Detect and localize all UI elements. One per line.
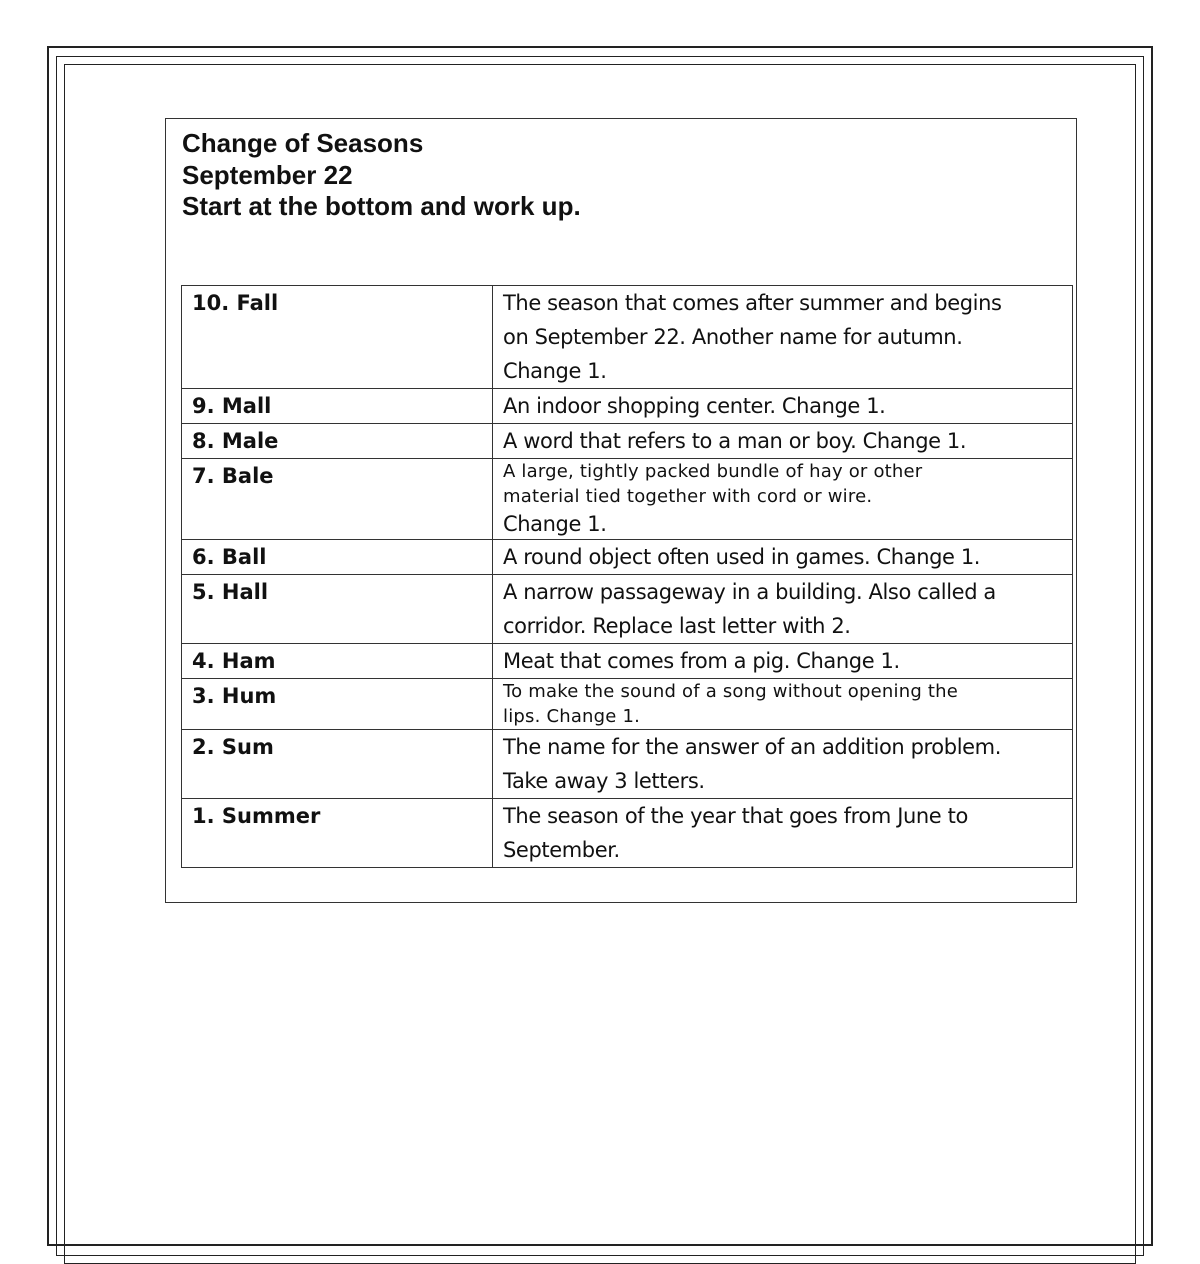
clue-line: September.	[503, 838, 620, 862]
clue-line: The season that comes after summer and begins	[503, 291, 1002, 315]
ladder-clue	[493, 389, 1073, 424]
ladder-clue	[493, 424, 1073, 459]
ladder-clue	[493, 679, 1073, 730]
clue-line: Meat that comes from a pig. Change 1.	[503, 649, 900, 673]
table-row	[182, 286, 1073, 389]
clue-line: A narrow passageway in a building. Also called a	[503, 580, 996, 604]
table-row	[182, 424, 1073, 459]
clue-line: The season of the year that goes from June to	[503, 804, 968, 828]
clue-line: Change 1.	[503, 512, 607, 536]
ladder-word: 4. Ham	[182, 644, 493, 679]
worksheet-title: Change of Seasons	[182, 128, 424, 158]
clue-line: To make the sound of a song without opening the	[503, 681, 959, 702]
table-row	[182, 679, 1073, 730]
clue-line: An indoor shopping center. Change 1.	[503, 394, 886, 418]
ladder-word: 2. Sum	[182, 730, 493, 799]
clue-line: on September 22. Another name for autumn.	[503, 325, 963, 349]
ladder-clue	[493, 459, 1073, 540]
table-row	[182, 459, 1073, 540]
table-row	[182, 730, 1073, 799]
clue-line: Take away 3 letters.	[503, 769, 705, 793]
worksheet-box	[165, 118, 1077, 903]
ladder-word: 5. Hall	[182, 575, 493, 644]
ladder-word: 6. Ball	[182, 540, 493, 575]
ladder-word: 8. Male	[182, 424, 493, 459]
ladder-word: 10. Fall	[182, 286, 493, 389]
ladder-word: 9. Mall	[182, 389, 493, 424]
clue-line: lips. Change 1.	[503, 706, 641, 727]
worksheet-date: September 22	[182, 159, 353, 190]
word-ladder-table	[181, 285, 1073, 868]
clue-line: Change 1.	[503, 359, 607, 383]
clue-line: A large, tightly packed bundle of hay or other	[503, 461, 923, 482]
clue-line: material tied together with cord or wire.	[503, 486, 873, 507]
table-row	[182, 575, 1073, 644]
ladder-clue	[493, 540, 1073, 575]
ladder-clue	[493, 644, 1073, 679]
table-row	[182, 799, 1073, 868]
ladder-clue	[493, 286, 1073, 389]
worksheet-instruction: Start at the bottom and work up.	[182, 191, 581, 221]
table-row	[182, 540, 1073, 575]
clue-line: A round object often used in games. Change 1.	[503, 545, 981, 569]
table-row	[182, 389, 1073, 424]
clue-line: A word that refers to a man or boy. Change 1.	[503, 429, 967, 453]
clue-line: corridor. Replace last letter with 2.	[503, 614, 851, 638]
clue-line: The name for the answer of an addition problem.	[503, 735, 1001, 759]
worksheet-header	[182, 128, 581, 223]
ladder-clue	[493, 799, 1073, 868]
table-row	[182, 644, 1073, 679]
ladder-word: 7. Bale	[182, 459, 493, 540]
ladder-word: 1. Summer	[182, 799, 493, 868]
ladder-clue	[493, 575, 1073, 644]
ladder-clue	[493, 730, 1073, 799]
ladder-word: 3. Hum	[182, 679, 493, 730]
